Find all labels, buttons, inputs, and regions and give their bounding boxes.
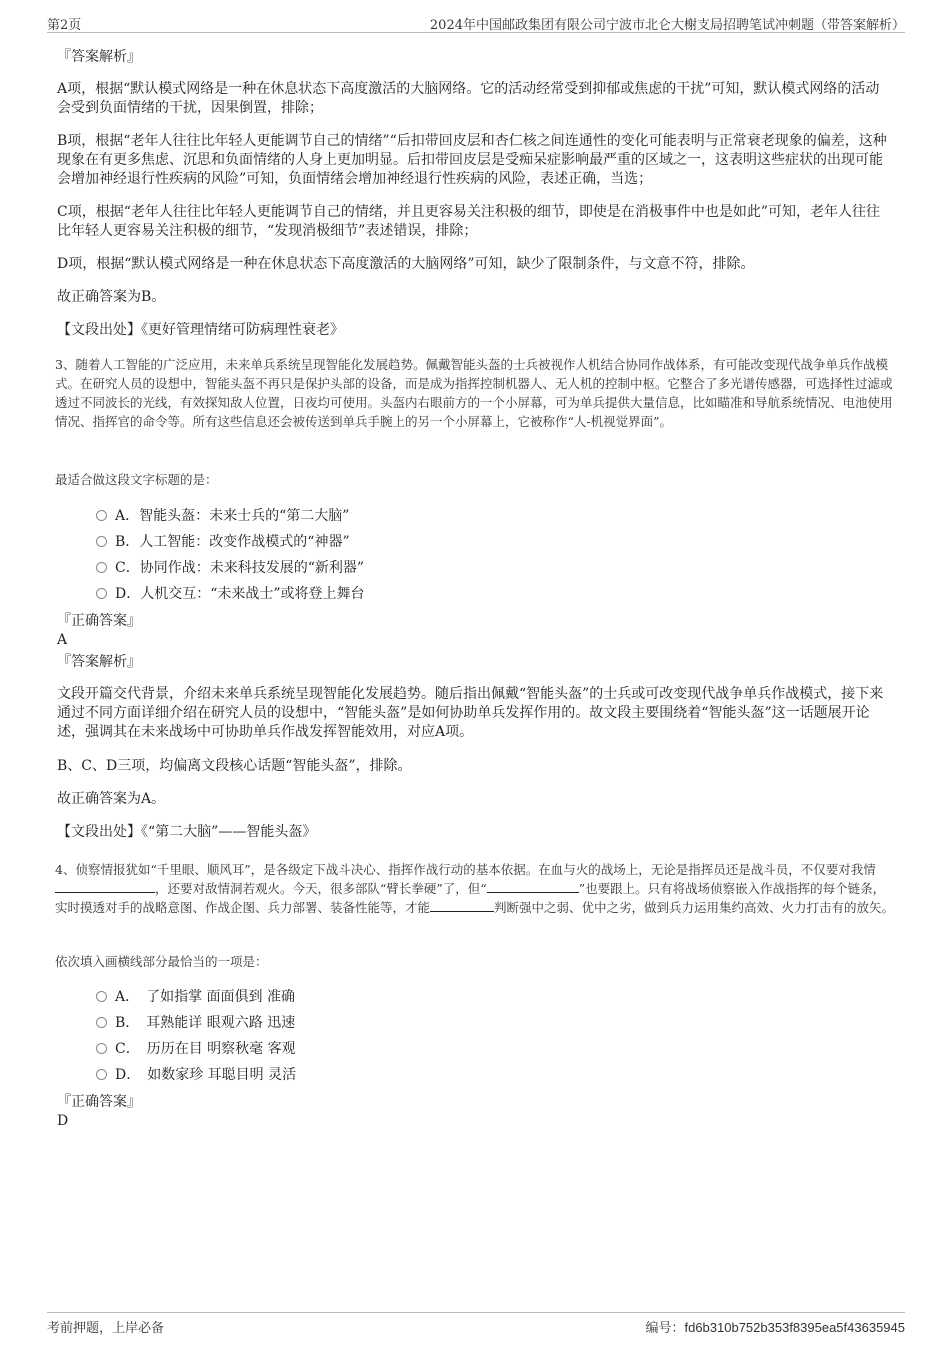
q3-source: 【文段出处】《“第二大脑”——智能头盔》 [57, 824, 317, 840]
analysis-option-c: C项，根据“老年人往往比年轻人更能调节自己的情绪，并且更容易关注积极的细节，即使是在消极事件中也是如此”可知，老年人往往比年轻人更容易关注积极的细节，“发现消极细节”表述错误，排除； [57, 204, 881, 239]
q4-passage: 4、侦察情报犹如“千里眼、顺风耳”，是各级定下战斗决心、指挥作战行动的基本依据。在血与火的战场上，无论是指挥员还是战斗员，不仅要对我情，还要对敌情洞若观火。今天，很多部队“臂长拳硬”了，但“ ”也要跟上。只有将战场侦察嵌入作战指挥的每个链条，实时摸透对手的战略意图、作战企图、兵力部署、装备性能等，才能 判断强中之弱、优中之劣，做到兵力运用集约高效、火力打击有的放矢。 [55, 862, 895, 915]
q3-option-d[interactable]: D．人机交互：“未来战士”或将登上舞台 [96, 585, 365, 604]
q4-option-c[interactable]: C． 历历在目 明察秋毫 客观 [96, 1040, 296, 1059]
q3-option-a[interactable]: A．智能头盔：未来士兵的“第二大脑” [96, 507, 349, 526]
q3-answer: A [57, 632, 68, 648]
q4-option-b[interactable]: B． 耳熟能详 眼观六路 迅速 [96, 1014, 295, 1033]
q3-analysis: 文段开篇交代背景，介绍未来单兵系统呈现智能化发展趋势。随后指出佩戴“智能头盔”的士兵或可改变现代战争单兵作战模式，接下来通过不同方面详细介绍在研究人员的设想中，“智能头盔”是如何协助单兵发挥作用的。故文段主要围绕着“智能头盔”这一话题展开论述，强调其在未来战场中可协助单兵作战发挥智能效用，对应A项。 [57, 686, 884, 740]
document-title: 2024年中国邮政集团有限公司宁波市北仑大榭支局招聘笔试冲刺题（带答案解析） [429, 18, 905, 33]
page-header [47, 12, 905, 33]
radio-icon[interactable] [96, 510, 107, 521]
q3-option-b[interactable]: B．人工智能：改变作战模式的“神器” [96, 533, 350, 552]
radio-icon[interactable] [96, 588, 107, 599]
source: 【文段出处】《更好管理情绪可防病理性衰老》 [57, 322, 344, 338]
q3-question: 最适合做这段文字标题的是： [55, 472, 218, 487]
q3-option-c[interactable]: C．协同作战：未来科技发展的“新利器” [96, 559, 364, 578]
q3-analysis-other: B、C、D三项，均偏离文段核心话题“智能头盔”，排除。 [57, 758, 412, 774]
q4-answer-label: 『正确答案』 [57, 1094, 141, 1110]
conclusion: 故正确答案为B。 [57, 289, 166, 305]
radio-icon[interactable] [96, 1017, 107, 1028]
fill-blank-3 [430, 899, 494, 912]
analysis-label: 『答案解析』 [57, 49, 141, 65]
q4-option-d[interactable]: D． 如数家珍 耳聪目明 灵活 [96, 1066, 296, 1085]
q3-conclusion: 故正确答案为A。 [57, 791, 166, 807]
page-number: 第2页 [47, 18, 82, 33]
q4-option-a[interactable]: A． 了如指掌 面面俱到 准确 [96, 988, 295, 1007]
radio-icon[interactable] [96, 562, 107, 573]
q4-question: 依次填入画横线部分最恰当的一项是： [55, 954, 268, 969]
radio-icon[interactable] [96, 536, 107, 547]
document-code: 编号：fd6b310b752b353f8395ea5f43635945 [645, 1320, 905, 1336]
analysis-option-a: A项，根据“默认模式网络是一种在休息状态下高度激活的大脑网络。它的活动经常受到抑郁或焦虑的干扰”可知，默认模式网络的活动会受到负面情绪的干扰，因果倒置，排除； [57, 81, 880, 116]
q3-answer-label: 『正确答案』 [57, 613, 141, 629]
radio-icon[interactable] [96, 1069, 107, 1080]
page-footer [47, 1312, 905, 1337]
fill-blank-1 [55, 880, 155, 893]
q4-answer: D [57, 1113, 69, 1129]
analysis-option-b: B项，根据“老年人往往比年轻人更能调节自己的情绪”“后扣带回皮层和杏仁核之间连通性的变化可能表明与正常衰老现象的偏差，这种现象在有更多焦虑、沉思和负面情绪的人身上更加明显。后扣带回皮层是受痴呆症影响最严重的区域之一，这表明这些症状的出现可能会增加神经退行性疾病的风险”可知，负面情绪会增加神经退行性疾病的风险，表述正确，当选； [57, 133, 887, 187]
radio-icon[interactable] [96, 991, 107, 1002]
q3-analysis-label: 『答案解析』 [57, 654, 141, 670]
analysis-option-d: D项，根据“默认模式网络是一种在休息状态下高度激活的大脑网络”可知，缺少了限制条件，与文意不符，排除。 [57, 256, 755, 272]
q3-passage: 3、随着人工智能的广泛应用，未来单兵系统呈现智能化发展趋势。佩戴智能头盔的士兵被视作人机结合协同作战体系，有可能改变现代战争单兵作战模式。在研究人员的设想中，智能头盔不再只是保护头部的设备，而是成为指挥控制机器人、无人机的控制中枢。它整合了多光谱传感器，可选择性过滤或透过不同波长的光线，有效探知敌人位置，日夜均可使用。头盔内右眼前方的一个小屏幕，可为单兵提供大量信息，比如瞄准和导航系统情况、电池使用情况、指挥官的命令等。所有这些信息还会被传送到单兵手腕上的另一个小屏幕上，它被称作“人-机视觉界面”。 [55, 357, 893, 429]
radio-icon[interactable] [96, 1043, 107, 1054]
fill-blank-2 [487, 880, 579, 893]
footer-slogan: 考前押题，上岸必备 [47, 1321, 165, 1336]
